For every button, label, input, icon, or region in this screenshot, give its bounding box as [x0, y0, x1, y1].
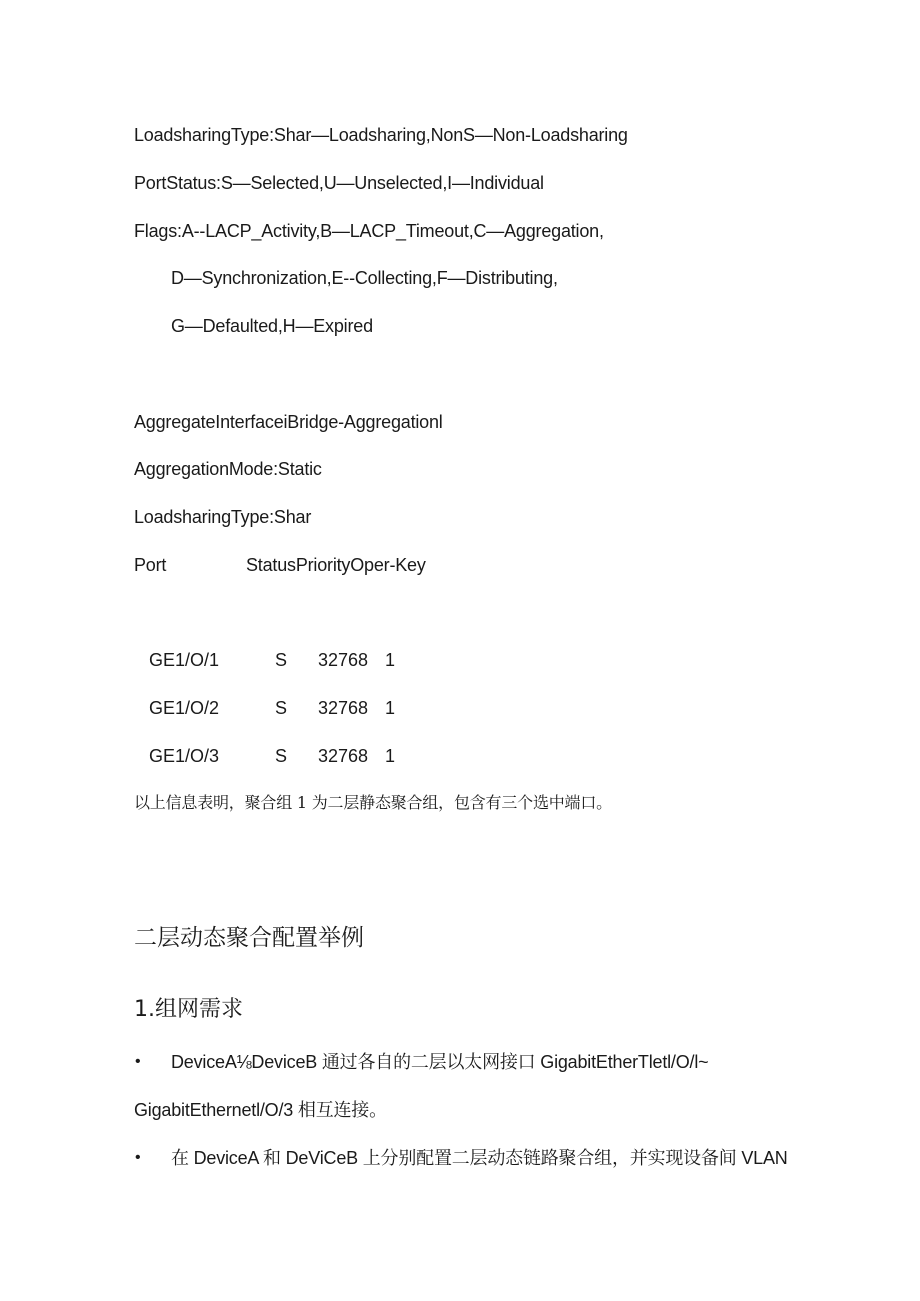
- legend-port-status: PortStatus:S—Selected,U—Unselected,I—Individual: [134, 173, 544, 193]
- table-header-port: Port: [134, 555, 167, 575]
- port-oper-key: 1: [385, 698, 396, 718]
- port-priority: 32768: [318, 698, 369, 718]
- summary-paragraph: 以上信息表明，聚合组 1 为二层静态聚合组，包含有三个选中端口。: [134, 793, 612, 812]
- bullet-marker: •: [135, 1053, 141, 1070]
- port-name: GE1/O/3: [149, 746, 220, 766]
- port-status: S: [275, 746, 288, 766]
- bullet-marker: •: [135, 1149, 141, 1166]
- port-name: GE1/O/2: [149, 698, 220, 718]
- aggregate-interface: AggregateInterfaceiBridge-Aggregationl: [134, 412, 443, 432]
- section-title: 二层动态聚合配置举例: [134, 925, 364, 951]
- aggregation-mode: AggregationMode:Static: [134, 459, 322, 479]
- port-status: S: [275, 650, 288, 670]
- bullet-text-1: DeviceA⅛DeviceB 通过各自的二层以太网接口 GigabitEtherTletl/O/l~: [171, 1052, 709, 1072]
- port-priority: 32768: [318, 650, 369, 670]
- subsection-title: 1.组网需求: [134, 997, 243, 1022]
- port-oper-key: 1: [385, 746, 396, 766]
- legend-loadsharing-type: LoadsharingType:Shar—Loadsharing,NonS—Non-Loadsharing: [134, 125, 628, 145]
- legend-flags: Flags:A--LACP_Activity,B—LACP_Timeout,C—Aggregation,: [134, 221, 604, 241]
- bullet-text-1-cont: GigabitEthernetl/O/3 相互连接。: [134, 1100, 387, 1120]
- bullet-text-2: 在 DeviceA 和 DeViCeB 上分别配置二层动态链路聚合组，并实现设备间 VLAN: [171, 1148, 788, 1168]
- port-priority: 32768: [318, 746, 369, 766]
- table-header-status-priority-key: StatusPriorityOper-Key: [246, 555, 426, 575]
- port-oper-key: 1: [385, 650, 396, 670]
- loadsharing-type: LoadsharingType:Shar: [134, 507, 312, 527]
- legend-flags-cont-1: D—Synchronization,E--Collecting,F—Distributing,: [171, 268, 558, 288]
- port-status: S: [275, 698, 288, 718]
- port-name: GE1/O/1: [149, 650, 220, 670]
- legend-flags-cont-2: G—Defaulted,H—Expired: [171, 316, 373, 336]
